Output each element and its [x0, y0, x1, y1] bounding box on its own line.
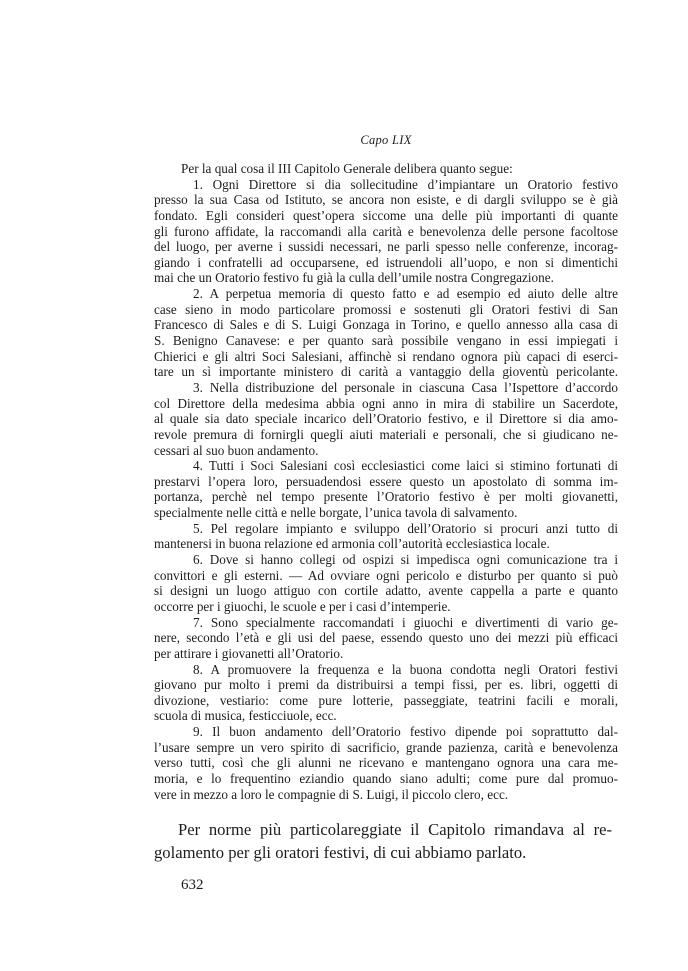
text-line: giovano pur molto i premi da distribuirsi a tempi fissi, per es. libri, oggetti di [154, 677, 618, 693]
text-line: 2. A perpetua memoria di questo fatto e ad esempio ed aiuto delle altre [193, 286, 618, 302]
article-2 [154, 286, 618, 380]
text-line: per attirare i giovanetti all’Oratorio. [154, 645, 344, 661]
text-line: vere in mezzo a loro le compagnie di S. Luigi, il piccolo clero, ecc. [154, 786, 509, 802]
text-line: divozione, vestiario: come pure lotterie, passeggiate, teatrini facili e morali, [154, 692, 618, 708]
article-4 [154, 458, 618, 521]
text-line: occorre per i giuochi, le scuole e per i casi d’intemperie. [154, 598, 451, 614]
article-5 [154, 521, 618, 552]
text-line: del luogo, per averne i sussidi necessari, ne parli spesso nelle conferenze, incorag- [154, 239, 618, 255]
text-line: Per norme più particolareggiate il Capitolo rimandava al re- [178, 820, 612, 839]
text-line: giando i confratelli ad occuparsene, ed istruendoli all’uopo, e non si dimentichi [154, 254, 618, 270]
text-line: case sieno in modo particolare promossi e sostenuti gli Oratori festivi di San [154, 301, 618, 317]
text-line: presso la sua Casa od Istituto, se ancora non esiste, e di dargli sviluppo se è già [154, 192, 618, 208]
text-line: Chierici e gli altri Soci Salesiani, affinchè si rendano ognora più capaci di eserci- [154, 348, 618, 364]
article-1 [154, 177, 618, 286]
text-line: 6. Dove si hanno collegi od ospizi si impedisca ogni comunicazione tra i [193, 552, 618, 568]
article-6 [154, 552, 618, 615]
text-line: nere, secondo l’età e gli usi del paese, essendo questo uno dei mezzi più efficaci [154, 630, 618, 646]
text-line: fondato. Egli consideri quest’opera siccome una delle più importanti di quante [154, 207, 618, 223]
text-line: si designi un luogo attiguo con cortile adatto, avente cappella a parte e quanto [154, 583, 618, 599]
text-line: cessari al suo buon andamento. [154, 442, 319, 458]
text-line: 8. A promuovere la frequenza e la buona condotta negli Oratori festivi [193, 661, 618, 677]
text-line: moria, e lo frequentino eziandio quando siano adulti; come pure dal promuo- [154, 770, 618, 786]
article-7 [154, 615, 618, 662]
text-line: verso tutti, così che gli alunni ne ricevano e mantengano ognora una cara me- [154, 755, 618, 771]
article-3 [154, 380, 618, 458]
text-line: portanza, perchè nel tempo presente l’Oratorio festivo è per molti giovanetti, [154, 489, 618, 505]
text-line: mantenersi in buona relazione ed armonia coll’autorità ecclesiastica locale. [154, 536, 550, 552]
intro-paragraph [154, 161, 618, 177]
text-line: S. Benigno Canavese: e per quanto sarà possibile vengano in essi impiegati i [154, 333, 618, 349]
decree-text [154, 161, 618, 802]
text-line: revole premura di fornirgli quegli aiuti materiali e personali, che si giudicano ne- [154, 426, 618, 442]
article-9 [154, 724, 618, 802]
text-line: 3. Nella distribuzione del personale in ciascuna Casa l’Ispettore d’accordo [193, 379, 618, 395]
text-line: 1. Ogni Direttore si dia sollecitudine d’impiantare un Oratorio festivo [193, 176, 618, 192]
text-line: convittori e gli esterni. — Ad ovviare ogni pericolo e disturbo per quanto si può [154, 567, 618, 583]
text-line: l’usare sempre un vero spirito di sacrificio, grande pazienza, carità e benevolenza [154, 739, 618, 755]
article-8 [154, 662, 618, 725]
text-line: Per la qual cosa il III Capitolo Generale delibera quanto segue: [181, 161, 513, 176]
text-line: prestarvi l’opera loro, persuadendosi essere questo un apostolato di somma im- [154, 473, 618, 489]
text-line: tare un sì importante ministero di carità a vantaggio della gioventù pericolante. [154, 364, 618, 380]
running-head: Capo LIX [360, 133, 412, 147]
text-line: al quale sia dato speciale incarico dell’Oratorio festivo, e il Direttore si dia amo- [154, 411, 618, 427]
text-line: 5. Pel regolare impianto e sviluppo dell’Oratorio si procuri anzi tutto di [193, 520, 618, 536]
text-line: 7. Sono specialmente raccomandati i giuochi e divertimenti di vario ge- [193, 614, 618, 630]
text-line: col Direttore della medesima abbia ogni anno in mira di stabilire un Sacerdote, [154, 395, 618, 411]
page-number: 632 [181, 877, 204, 893]
text-line: Francesco di Sales e di S. Luigi Gonzaga in Torino, e quello annesso alla casa di [154, 317, 618, 333]
text-line: specialmente nelle città e nelle borgate, l’unica tavola di salvamento. [154, 505, 518, 521]
closing-paragraph [154, 818, 612, 864]
text-line: gli furono affidate, la raccomandi alla carità e benevolenza delle persone facoltose [154, 223, 618, 239]
text-line: 9. Il buon andamento dell’Oratorio festivo dipende poi soprattutto dal- [193, 724, 618, 740]
text-line: mai che un Oratorio festivo fu già la culla dell’umile nostra Congregazione. [154, 270, 554, 286]
text-line: golamento per gli oratori festivi, di cui abbiamo parlato. [154, 843, 527, 862]
text-line: 4. Tutti i Soci Salesiani così ecclesiastici come laici si stimino fortunati di [193, 458, 618, 474]
text-line: scuola di musica, festicciuole, ecc. [154, 708, 337, 724]
